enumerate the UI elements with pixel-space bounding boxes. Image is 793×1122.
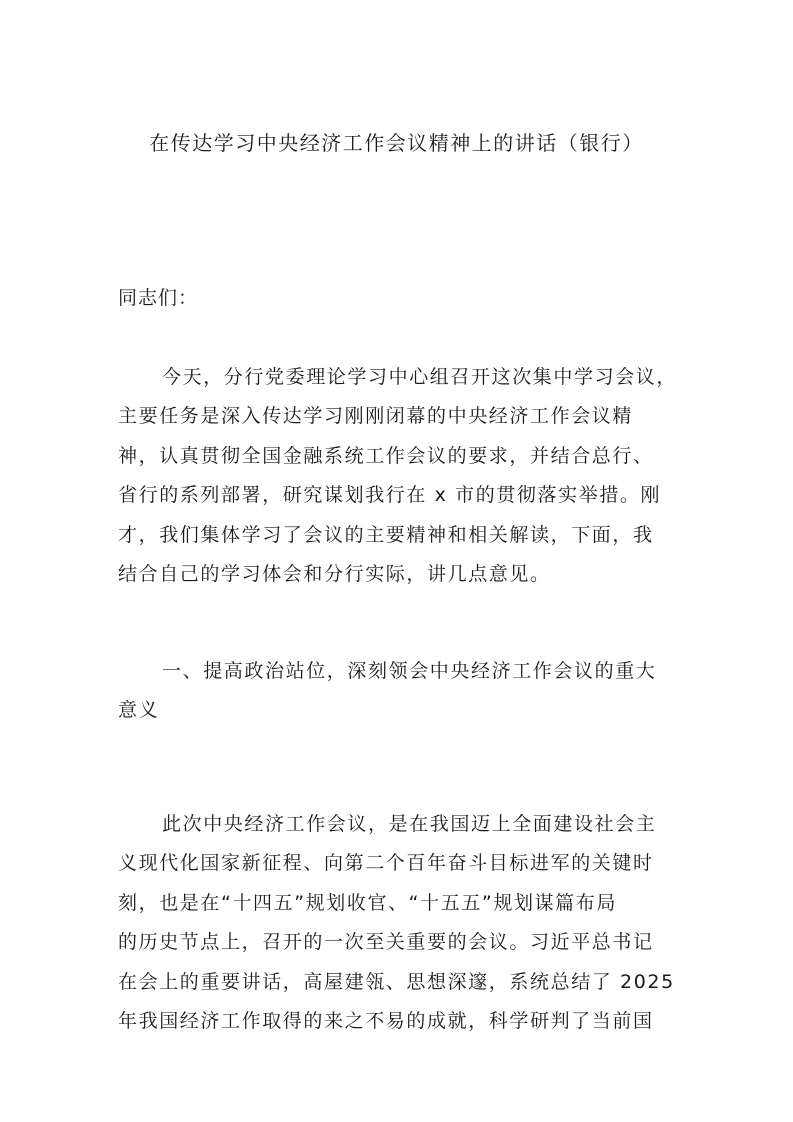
paragraph-line: 今天，分行党委理论学习中心组召开这次集中学习会议， — [162, 366, 678, 388]
paragraph-line: 年我国经济工作取得的来之不易的成就，科学研判了当前国 — [118, 1010, 654, 1033]
paragraph-line: 神，认真贯彻全国金融系统工作会议的要求，并结合总行、 — [118, 444, 654, 467]
document-title: 在传达学习中央经济工作会议精神上的讲话（银行） — [149, 131, 644, 155]
paragraph-line: 此次中央经济工作会议，是在我国迈上全面建设社会主 — [162, 813, 657, 835]
paragraph-line: 义现代化国家新征程、向第二个百年奋斗目标进军的关键时 — [118, 852, 654, 875]
heading-line: 意义 — [118, 699, 160, 722]
body-paragraph — [118, 358, 683, 594]
paragraph-line: 省行的系列部署，研究谋划我行在 x 市的贯彻落实举措。刚 — [118, 484, 662, 507]
heading-line: 一、提高政治站位，深刻领会中央经济工作会议的重大 — [162, 660, 657, 682]
body-paragraph — [118, 805, 683, 1041]
paragraph-line: 刻，也是在“十四五”规划收官、“十五五”规划谋篇布局 — [118, 891, 617, 914]
paragraph-line: 主要任务是深入传达学习刚刚闭幕的中央经济工作会议精 — [118, 405, 634, 428]
salutation: 同志们： — [118, 287, 199, 309]
paragraph-line: 才，我们集体学习了会议的主要精神和相关解读，下面，我 — [118, 523, 654, 546]
paragraph-line: 在会上的重要讲话，高屋建瓴、思想深邃，系统总结了 2025 — [118, 970, 675, 993]
paragraph-line: 结合自己的学习体会和分行实际，讲几点意见。 — [118, 563, 551, 586]
section-heading — [118, 652, 683, 731]
paragraph-line: 的历史节点上，召开的一次至关重要的会议。习近平总书记 — [118, 931, 654, 954]
